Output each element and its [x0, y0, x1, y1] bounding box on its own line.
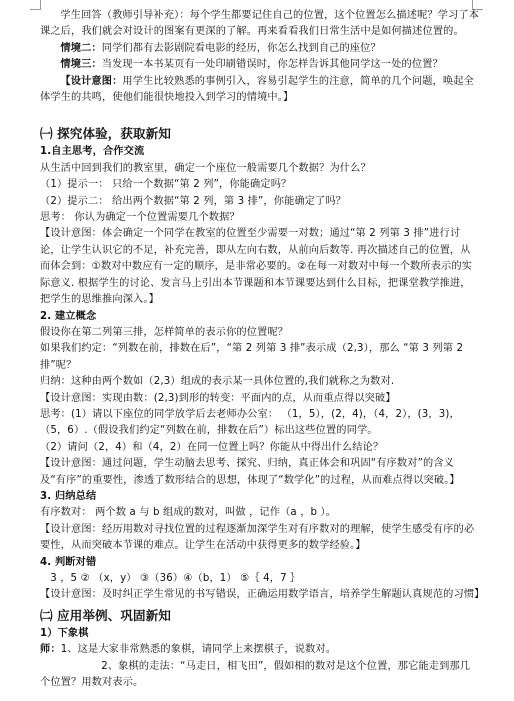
scenario-two — [40, 41, 480, 57]
design-intent-label: 【设计意图： — [60, 75, 123, 87]
intro-design-intent — [40, 74, 480, 107]
think-line: 从生活中回到我们的教室里，确定一个座位一般需要几个数据？为什么？ — [40, 162, 371, 174]
subsection-title-chess: 1）下象棋 — [40, 627, 89, 639]
subsection-title-judge: 4. 判断对错 — [40, 556, 97, 568]
concept-design-intent: 【设计意图：通过问题，学生动脑去思考、探究、归纳，真正体会和巩固“有序数对”的含义及“有序”的重要性，渗透了数形结合的思想，体现了“数学化”的过程，从而难点得以突破。】 — [40, 458, 460, 486]
design-intent-text: 用学生比较熟悉的事例引入，容易引起学生的注意，简单的几个问题，唤起全体学生的共鸣，使他们能很快地投入到学习的情境中。】 — [40, 75, 474, 104]
chess-text: 1、这是大家非常熟悉的象棋，请同学上来摆棋子，说数对。 — [60, 644, 337, 656]
concept-line: 假设你在第二列第三排，怎样简单的表示你的位置呢？ — [40, 326, 289, 338]
subsection-title-summary: 3. 归纳总结 — [40, 490, 97, 502]
chess-line: 2、象棋的走法：“马走日，相飞田”，假如相的数对是这个位置，那它能走到那几个位置？用数对表示。 — [40, 660, 471, 689]
subsection-title-think: 1.自主思考，合作交流 — [40, 146, 145, 158]
scenario-two-label: 情境二： — [60, 42, 102, 54]
scenario-two-text: 同学们都有去影剧院看电影的经历，你怎么找到自己的座位？ — [101, 42, 381, 54]
concept-line: 如果我们约定：“列数在前，排数在后”，“第 2 列第 3 排”表示成（2,3），那么 “第 3 列第 2 排”呢？ — [40, 343, 464, 371]
think-line: （2）提示二： 给出两个数据“第 2 列，第 3 排”，你能确定了吗？ — [40, 195, 347, 207]
concept-line: 思考：(1）请以下座位的同学放学后去老师办公室： （1，5），(2，4)，（4，2），(3，3)，（5，6）.（假设我们约定“列数在前，排数在后”）标出这些位置的同学。 — [40, 408, 460, 437]
think-line: （1）提示一： 只给一个数据“第 2 列”，你能确定吗？ — [40, 179, 292, 191]
summary-design-intent: 【设计意图：经历用数对寻找位置的过程逐渐加深学生对有序数对的理解，使学生感受有序的必要性，从而突破本节课的难点。让学生在活动中获得更多的数学经验。】 — [40, 523, 475, 552]
concept-line: 归纳：这种由两个数如（2,3）组成的表示某一具体位置的,我们就称之为数对. — [40, 376, 395, 388]
scenario-three — [40, 57, 480, 73]
scenario-three-label: 情境三： — [60, 59, 102, 71]
concept-line: （2）请问（2，4）和（4，2）在同一位置上吗？你能从中得出什么结论？ — [40, 441, 384, 453]
judge-design-intent: 【设计意图：及时纠正学生常见的书写错误，正确运用数学语言，培养学生解题认真规范的习惯】 — [40, 589, 485, 601]
intro-paragraph: 学生回答（教师引导补充）：每个学生都要记住自己的位置，这个位置怎么描述呢？学习了本课之后，我们就会对设计的图案有更深的了解。再来看看我们日常生活中是如何描述位置的。 — [40, 10, 480, 38]
chess-line — [40, 642, 480, 658]
think-line: 思考： 你认为确定一个位置需要几个数据？ — [40, 212, 240, 224]
concept-design-intent: 【设计意图：实现由数：(2,3)到形的转变：平面内的点，从而重点得以突破】 — [40, 392, 396, 404]
section-heading-apply: ㈡ 应用举例、巩固新知 — [40, 607, 172, 623]
subsection-title-concept: 2. 建立概念 — [40, 310, 97, 322]
document-content — [40, 8, 485, 691]
summary-line: 有序数对： 两个数 a 与 b 组成的数对，叫做 ，记作（a ，b ）。 — [40, 507, 337, 519]
scenario-three-text: 当发现一本书某页有一处印刷错误时，你怎样告诉其他同学这一处的位置？ — [101, 59, 443, 71]
think-design-intent: 【设计意图：体会确定一个同学在教室的位置至少需要一对数；通过“第 2 列第 3 排”进行讨论，让学生认识它的不足，补充完善，即从左向右数，从前向后数等. 再次描述自己的位置，从而体会到：①数对中数应有一定的顺序，是非常必要的。②在每一对数对中每一个数所表示的实际意义. 根据学生的讨论、发言马上引出本节课题和本节课要达到什么目标，把课堂教学推进，把学生的思维推向深入。】 — [40, 228, 473, 306]
judge-items: 3 ，5 ② （x，y） ③（36）④（b，1） ⑤｛ 4，7 ｝ — [50, 573, 301, 584]
teacher-label: 师： — [40, 644, 61, 656]
section-heading-explore: ㈠ 探究体验，获取新知 — [40, 126, 172, 142]
